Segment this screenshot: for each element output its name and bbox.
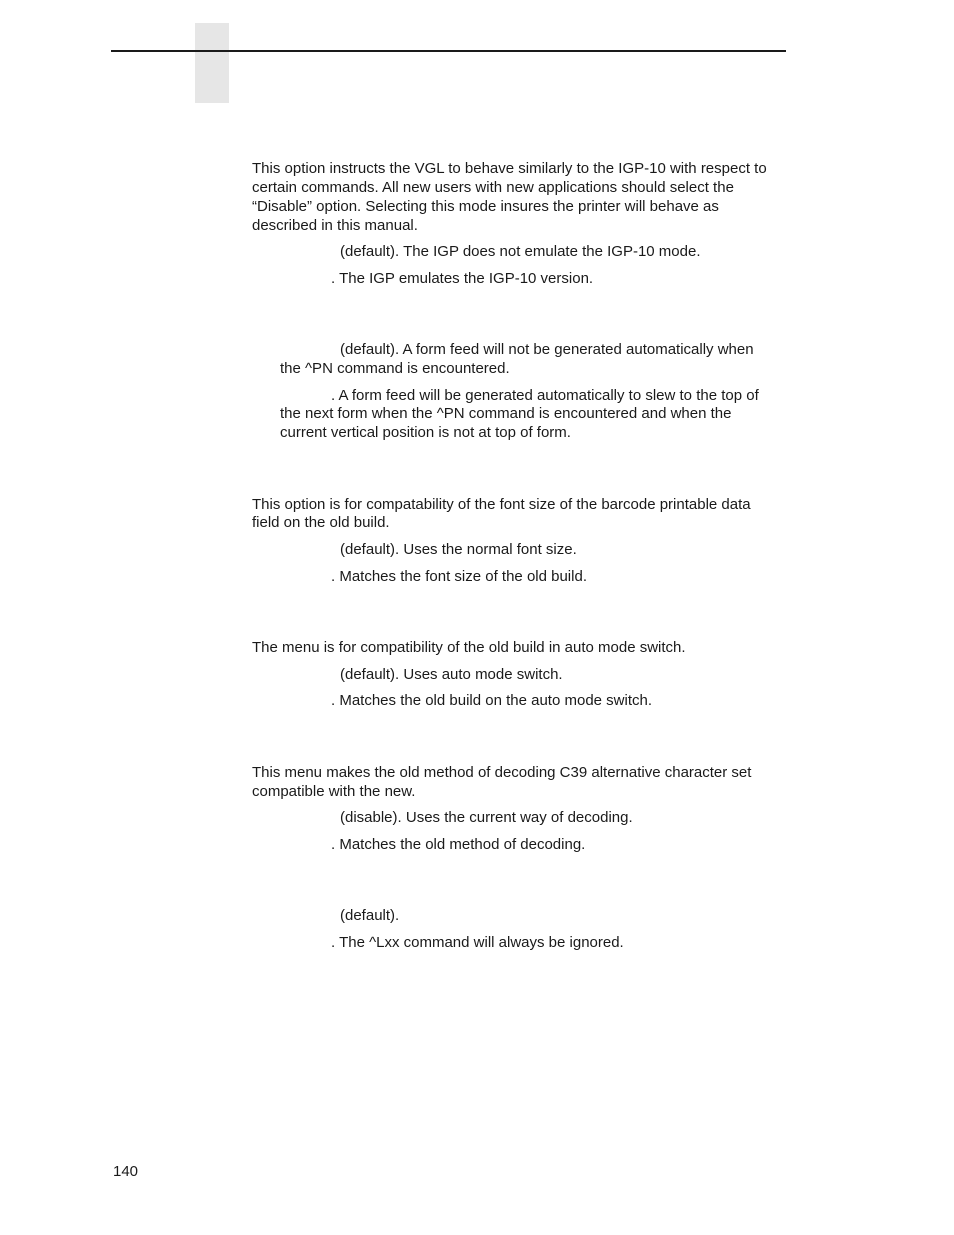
igp10-intro-line-1: This option instructs the VGL to behave similarly to the IGP-10 with respect to: [252, 160, 767, 177]
lxx-option-enable: . The ^Lxx command will always be ignored.: [331, 934, 624, 951]
chapter-tab: [195, 23, 229, 103]
c39-intro-line-2: compatible with the new.: [252, 783, 416, 800]
automode-option-disable: (default). Uses auto mode switch.: [340, 666, 563, 683]
formfeed-option-disable-line-1: (default). A form feed will not be generated automatically when: [340, 341, 754, 358]
formfeed-option-enable-line-1: . A form feed will be generated automatically to slew to the top of: [331, 387, 759, 404]
igp10-option-enable: . The IGP emulates the IGP-10 version.: [331, 270, 594, 287]
header-rule: [111, 50, 786, 52]
barcode-intro-line-2: field on the old build.: [252, 514, 390, 531]
igp10-option-disable: (default). The IGP does not emulate the IGP-10 mode.: [340, 243, 701, 260]
barcode-option-disable: (default). Uses the normal font size.: [340, 541, 577, 558]
page-number: 140: [113, 1163, 139, 1180]
automode-option-enable: . Matches the old build on the auto mode switch.: [331, 692, 653, 709]
lxx-option-disable: (default).: [340, 907, 400, 924]
c39-option-disable: (disable). Uses the current way of decoding.: [340, 809, 633, 826]
igp10-intro-line-4: described in this manual.: [252, 217, 418, 234]
formfeed-option-enable-line-2: the next form when the ^PN command is encountered and when the: [280, 405, 732, 422]
barcode-intro-line-1: This option is for compatability of the font size of the barcode printable data: [252, 496, 751, 513]
barcode-option-enable: . Matches the font size of the old build.: [331, 568, 587, 585]
c39-intro-line-1: This menu makes the old method of decoding C39 alternative character set: [252, 764, 752, 781]
igp10-intro-line-3: “Disable” option. Selecting this mode insures the printer will behave as: [252, 198, 719, 215]
formfeed-option-disable-line-2: the ^PN command is encountered.: [280, 360, 510, 377]
formfeed-option-enable-line-3: current vertical position is not at top of form.: [280, 424, 571, 441]
c39-option-enable: . Matches the old method of decoding.: [331, 836, 586, 853]
igp10-intro-line-2: certain commands. All new users with new applications should select the: [252, 179, 734, 196]
automode-intro: The menu is for compatibility of the old build in auto mode switch.: [252, 639, 686, 656]
